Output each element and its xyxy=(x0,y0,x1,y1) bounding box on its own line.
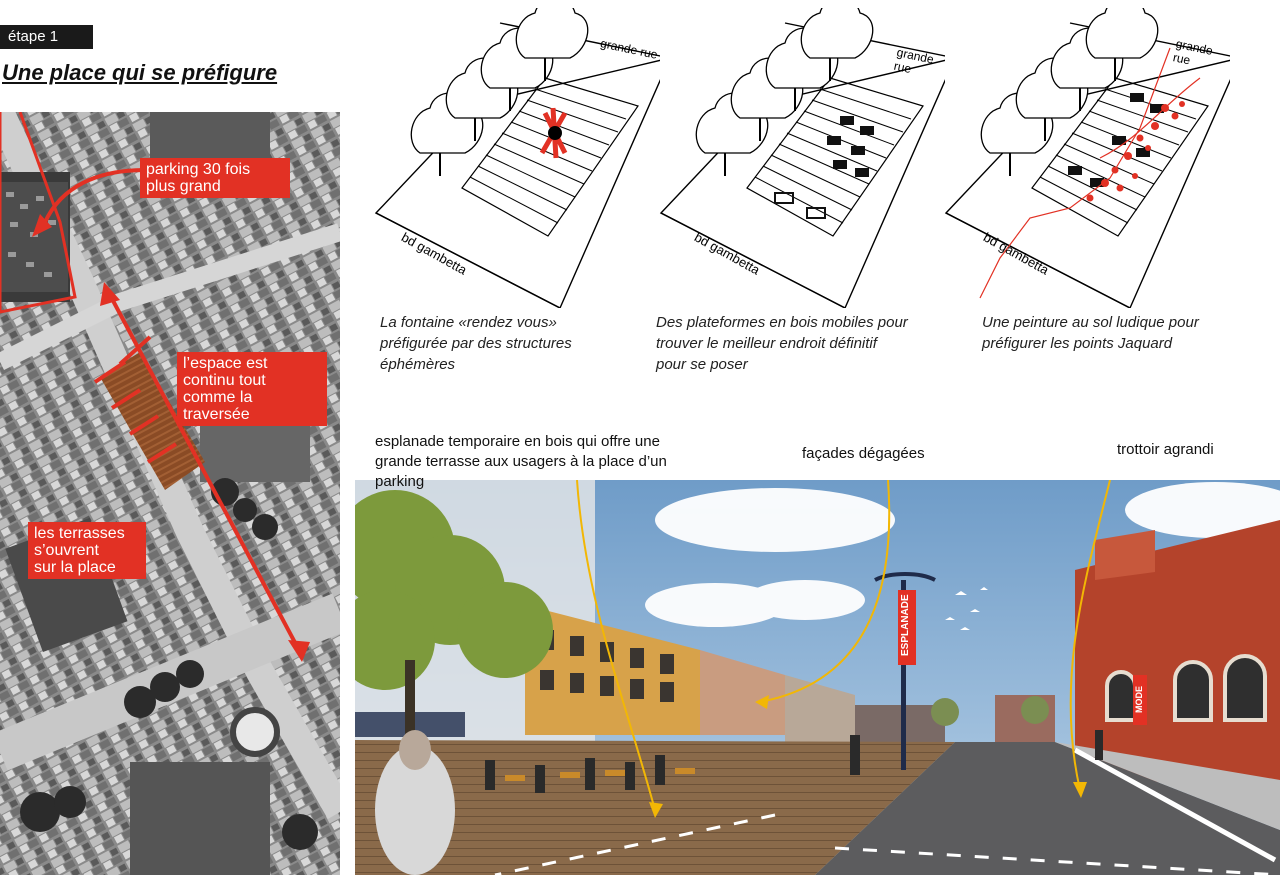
aerial-photo xyxy=(0,112,340,875)
street-label-grande-rue: grande rue xyxy=(1171,36,1215,68)
step-badge: étape 1 xyxy=(0,25,93,49)
diagram-platforms xyxy=(655,8,945,308)
caption-fountain: La fontaine «rendez vous» préfigurée par des structures éphémères xyxy=(380,314,572,373)
diagram-ground-painting xyxy=(940,8,1230,308)
parking-zone xyxy=(0,182,68,292)
esplanade-banner: ESPLANADE xyxy=(900,594,911,657)
mode-sign: MODE xyxy=(1134,686,1144,714)
annotation-esplanade: esplanade temporaire en bois qui offre une grande terrasse aux usagers à la place d’un parking xyxy=(375,433,667,490)
caption-ground-painting: Une peinture au sol ludique pour préfigurer les points Jaquard xyxy=(982,314,1199,352)
annotation-trottoir: trottoir agrandi xyxy=(1117,441,1214,458)
page-title: Une place qui se préfigure xyxy=(2,60,278,85)
street-label-bd-gambetta: bd gambetta xyxy=(398,229,470,278)
street-label-bd-gambetta: bd gambetta xyxy=(691,229,763,278)
caption-platforms: Des plateformes en bois mobiles pour trouver le meilleur endroit définitif pour se poser xyxy=(656,314,908,373)
annotation-facades: façades dégagées xyxy=(802,445,925,462)
map-label-terrasses: les terrasses s’ouvrent sur la place xyxy=(28,522,146,579)
street-label-bd-gambetta: bd gambetta xyxy=(980,229,1052,278)
street-label-grande-rue: grande rue xyxy=(892,45,936,77)
map-label-parking: parking 30 fois plus grand xyxy=(140,158,290,198)
fountain-structure-icon xyxy=(542,108,565,158)
diagram-fountain xyxy=(370,8,660,308)
map-label-espace: l’espace est continu tout comme la traversée xyxy=(177,352,327,426)
aerial-map xyxy=(0,112,340,875)
street-photomontage xyxy=(355,480,1280,875)
street-label-grande-rue: grande rue xyxy=(599,36,659,62)
